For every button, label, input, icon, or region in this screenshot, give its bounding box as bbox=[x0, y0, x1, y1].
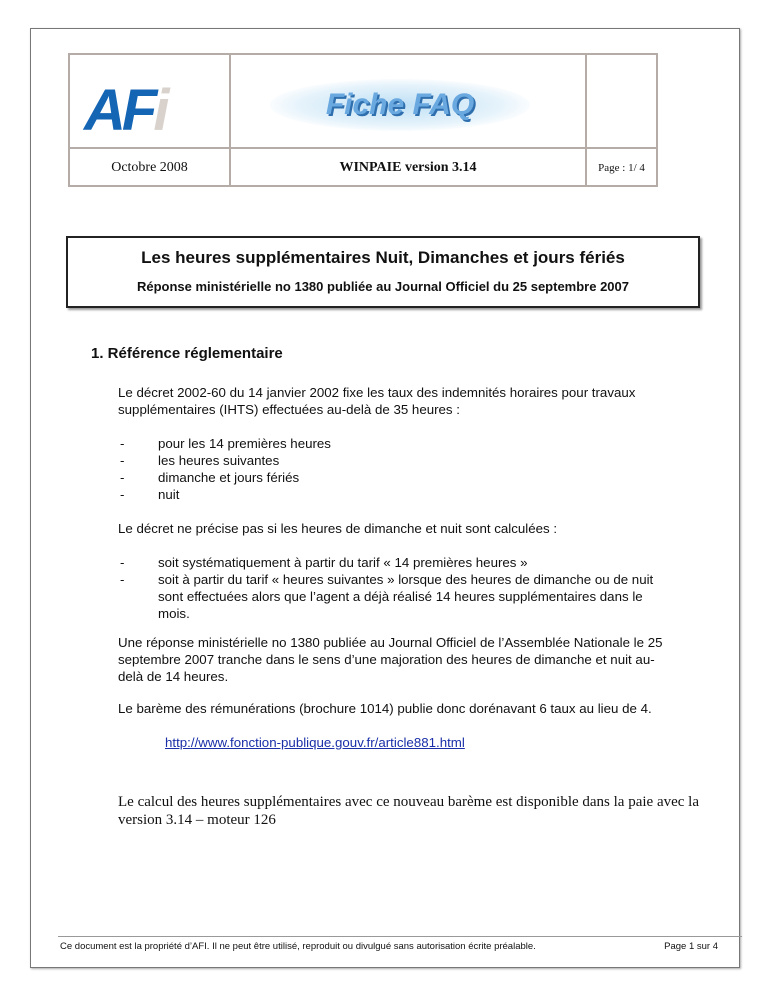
list-item: - nuit bbox=[120, 487, 180, 502]
date: Octobre 2008 bbox=[111, 160, 188, 175]
title-box bbox=[66, 236, 700, 308]
paragraph: Le décret ne précise pas si les heures de dimanche et nuit sont calculées : bbox=[118, 521, 558, 536]
paragraph: Une réponse ministérielle no 1380 publiée au Journal Officiel de l’Assemblée Nationale le 25 septembre 2007 tranche dans le sens d’une majoration des heures de dimanche et nuit au-delà de 14 heures. bbox=[118, 635, 663, 684]
list-item: - soit à partir du tarif « heures suivantes » lorsque des heures de dimanche ou de nuit sont effectuées alors que l’agent a déjà réalisé 14 heures supplémentaires dans le mois. bbox=[120, 572, 654, 621]
footer-notice: Ce document est la propriété d’AFI. Il ne peut être utilisé, reproduit ou divulgué sans autorisation écrite préalable. bbox=[60, 941, 536, 952]
list-item: - dimanche et jours fériés bbox=[120, 470, 300, 485]
afi-logo: AFi bbox=[84, 78, 166, 143]
header-table bbox=[68, 53, 658, 187]
paragraph: Le barème des rémunérations (brochure 1014) publie donc dorénavant 6 taux au lieu de 4. bbox=[118, 701, 652, 716]
footer-page: Page 1 sur 4 bbox=[664, 941, 718, 952]
fiche-faq-banner: Fiche FAQ bbox=[270, 79, 530, 131]
list-item: - les heures suivantes bbox=[120, 453, 280, 468]
paragraph: Le décret 2002-60 du 14 janvier 2002 fixe les taux des indemnités horaires pour travaux supplémentaires (IHTS) effectuées au-delà de 35 heures : bbox=[118, 385, 636, 417]
list-2 bbox=[118, 554, 678, 622]
reference-link[interactable]: http://www.fonction-publique.gouv.fr/article881.html bbox=[165, 735, 465, 750]
list-item: - soit systématiquement à partir du tarif « 14 premières heures » bbox=[120, 555, 528, 570]
list-1 bbox=[118, 435, 678, 503]
page-indicator: Page : 1/ 4 bbox=[598, 162, 645, 174]
footer bbox=[58, 936, 742, 952]
document-subtitle: Réponse ministérielle no 1380 publiée au Journal Officiel du 25 septembre 2007 bbox=[136, 279, 629, 294]
document-title: Les heures supplémentaires Nuit, Dimanches et jours fériés bbox=[141, 248, 625, 267]
section-heading: 1. Référence réglementaire bbox=[91, 345, 283, 362]
paragraph: Le calcul des heures supplémentaires avec ce nouveau barème est disponible dans la paie avec la version 3.14 – moteur 126 bbox=[118, 794, 699, 828]
product-version: WINPAIE version 3.14 bbox=[339, 160, 477, 175]
list-item: - pour les 14 premières heures bbox=[120, 436, 331, 451]
